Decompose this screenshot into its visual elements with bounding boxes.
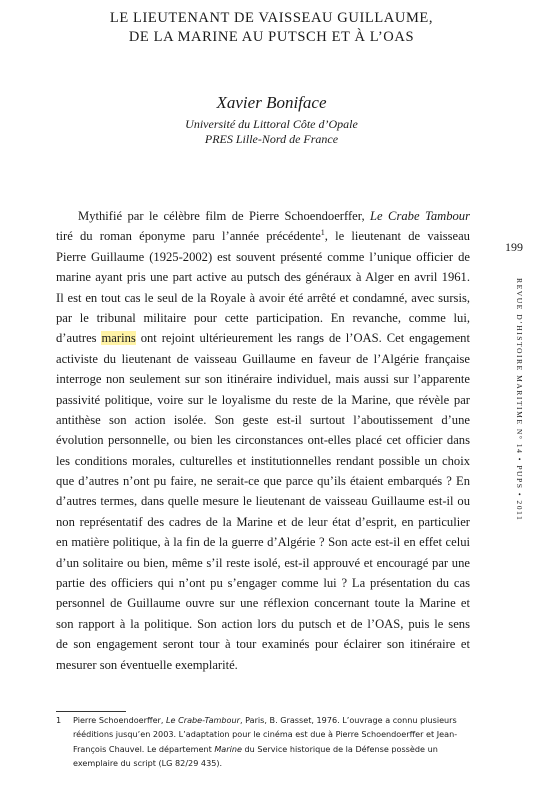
article-title [20,9,523,47]
footnote-text: , Paris, B. Grasset, 1976. L’ouvrage a connu plusieurs [239,715,457,725]
book-title: Le Crabe-Tambour [166,715,240,725]
footnote-line: exemplaire du script (LG 82/29 435). [73,757,223,768]
body-line: que d’autres n’ont pu faire, ne serait-ce que parce qu’ils étaient embarqués ? En [56,474,470,489]
body-line: partie des officiers qui n’ont pu s’engager comme lui ? La présentation du cas [56,576,470,591]
footnote-text: du Service historique de la Défense possède un [241,743,438,754]
footnote-separator [56,711,126,712]
body-line: passivité politique, voire sur le loyalisme du reste de la Marine, que révèle par [56,392,470,407]
body-line: marine ayant pris une part active au putsch des généraux à Alger en avril 1961. [56,270,470,285]
title-line-2: DE LA MARINE AU PUTSCH ET À L’OAS [128,29,415,45]
author-affiliation [0,117,543,147]
page-number: 199 [505,240,523,254]
body-line: personnel de Guillaume ouvre sur une réflexion concernant toute la Marine et [56,596,470,611]
body-line: d’autres termes, dans quelle mesure le lieutenant de vaisseau Guillaume est-il ou [56,494,470,509]
body-text: Mythifié par le célèbre film de Pierre Schoendoerffer, [78,209,371,223]
title-line-1: LE LIEUTENANT DE VAISSEAU GUILLAUME, [109,10,434,26]
body-line [56,328,470,348]
affiliation-line-1: Université du Littoral Côte d’Opale [185,117,358,131]
body-line: d’un solitaire ou bien, même s’il reste isolé, est-il approuvé et encouragé par une [56,555,470,570]
running-head: REVUE D’HISTOIRE MARITIME N° 14 • PUPS • 2011 [515,278,524,522]
department-name: Marine [214,743,242,754]
footnote-number: 1 [56,715,62,725]
body-line: en matière politique, à la fin de la guerre d’Algérie ? Son acte est-il en effet celui [56,535,470,550]
body-line: par le tribunal militaire pour cette participation. En revanche, comme lui, [56,310,470,325]
footnote-text: Pierre Schoendoerffer, [73,715,167,725]
body-line: Il est en tout cas le seul de la Royale à avoir été arrêté et condamné, avec sursis, [56,290,470,305]
footnote-text: François Chauvel. Le département [73,743,215,754]
author-name: Xavier Boniface [216,93,327,112]
body-text: tiré du roman éponyme paru l’année précédente [56,229,321,244]
body-line: non représentatif des cadres de la Marine et de leur état d’esprit, en particulier [56,514,470,529]
footnote-line [73,742,475,756]
footnote-text [73,713,475,770]
body-line: de son engagement seront tour à tour examinés pour éclairer son itinéraire et [56,637,470,652]
film-title: Le Crabe Tambour [370,209,470,223]
affiliation-line-2: PRES Lille-Nord de France [204,132,339,146]
body-line: interroge non seulement sur son itinéraire individuel, mais aussi sur l’apparente [56,372,470,387]
body-text: d’autres [56,331,102,346]
body-line [56,226,470,246]
body-line: Pierre Guillaume (1925-2002) est souvent présenté comme l’unique officier de [56,249,470,264]
body-line: les conditions morales, culturelles et institutionnelles rendant possible un choix [56,453,470,468]
body-line: son rapport à la politique. Son action lors du putsch et de l’OAS, puis le sens [56,616,470,631]
footnote-reference[interactable]: 1 [320,228,325,238]
body-line: activiste du lieutenant de vaisseau Guillaume en faveur de l’Algérie française [56,351,470,366]
article-body [56,206,470,675]
highlighted-word: marins [101,331,136,346]
body-text: , le lieutenant de vaisseau [324,229,470,244]
footnote-line [73,713,475,727]
footnote-line: rééditions jusqu’en 2003. L’adaptation pour le cinéma est due à Pierre Schoendoerffer et Jean- [73,729,458,740]
body-line [56,206,470,226]
body-text: ont rejoint ultérieurement les rangs de l’OAS. Cet engagement [135,331,470,346]
body-line: mesurer son éventuelle exemplarité. [56,657,238,672]
body-line: antithèse son action isolée. Son geste est-il surtout l’aboutissement d’une [56,412,470,427]
body-line: évolution personnelle, ou bien les circonstances ont-elles placé cet officier dans [56,433,470,448]
